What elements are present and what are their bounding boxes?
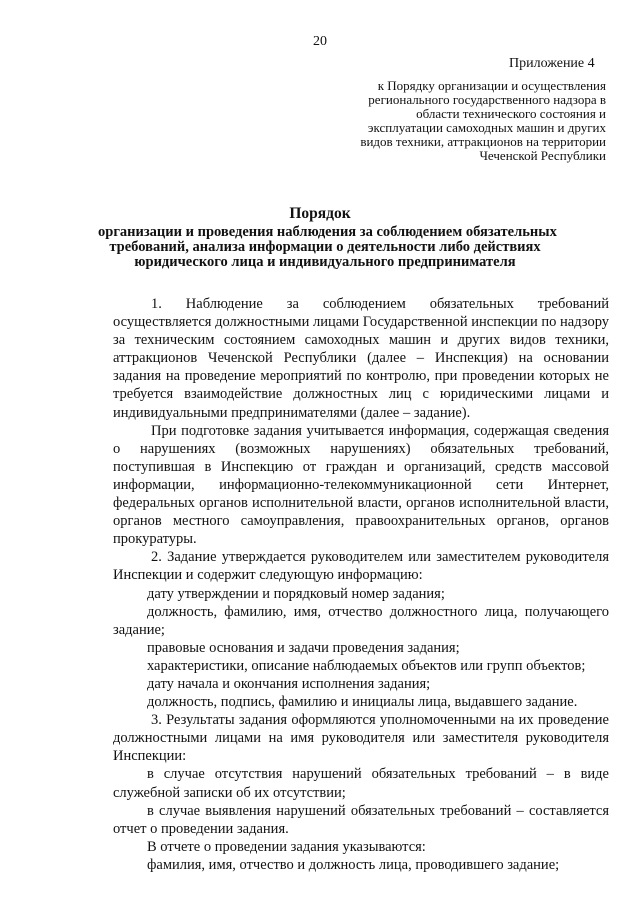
appendix-reference — [352, 79, 606, 163]
document-title: Порядок — [289, 205, 351, 222]
subtitle-line: организации и проведения наблюдения за соблюдением обязательных — [98, 224, 557, 240]
appendix-line: видов техники, аттракционов на территории — [360, 134, 606, 149]
paragraph: При подготовке задания учитывается информация, содержащая сведения о нарушениях (возможных нарушениях) обязательных требований, поступившая в Инспекцию от граждан и организаций, средств массовой информации, информационно-телекоммуникационной сети Интернет, федеральных органов исполнительной власти, органов исполнительной власти, органов местного самоуправления, правоохранительных органов, органов прокуратуры. — [113, 422, 609, 548]
list-item: в случае выявления нарушений обязательных требований – составляется отчет о проведении задания. — [113, 802, 609, 837]
list-item: характеристики, описание наблюдаемых объектов или групп объектов; — [147, 657, 586, 674]
list-item: фамилия, имя, отчество и должность лица, проводившего задание; — [147, 856, 560, 873]
document-body — [113, 295, 609, 874]
list-item: дату утверждении и порядковый номер задания; — [147, 585, 445, 602]
list-item: правовые основания и задачи проведения задания; — [147, 639, 460, 656]
document-subtitle — [98, 224, 557, 270]
appendix-line: эксплуатации самоходных машин и других — [367, 120, 606, 135]
paragraph: 3. Результаты задания оформляются уполномоченными на их проведение должностными лицами на имя руководителя или заместителя руководителя Инспекции: — [113, 712, 609, 765]
appendix-line: регионального государственного надзора в — [368, 92, 606, 107]
subtitle-line: юридического лица и индивидуального предпринимателя — [134, 254, 516, 270]
appendix-line: к Порядку организации и осуществления — [377, 78, 606, 93]
appendix-label: Приложение 4 — [509, 56, 595, 71]
appendix-line: Чеченской Республики — [479, 148, 606, 163]
subtitle-line: требований, анализа информации о деятельности либо действиях — [109, 239, 541, 255]
paragraph: 1. Наблюдение за соблюдением обязательных требований осуществляется должностными лицами Государственной инспекции по надзору за техническим состоянием самоходных машин и других видов техники, аттракционов Чеченской Республики (далее – Инспекция) на основании задания на проведение мероприятий по контролю, при проведении которых не требуется взаимодействие должностных лиц с юридическими лицами и индивидуальными предпринимателями (далее – задание). — [113, 296, 609, 421]
list-item: дату начала и окончания исполнения задания; — [147, 675, 431, 692]
page-number: 20 — [313, 34, 327, 49]
list-item: должность, подпись, фамилию и инициалы лица, выдавшего задание. — [147, 694, 578, 711]
appendix-line: области технического состояния и — [416, 106, 606, 121]
list-item: должность, фамилию, имя, отчество должностного лица, получающего задание; — [113, 603, 609, 638]
list-item: В отчете о проведении задания указываются: — [147, 838, 426, 855]
list-item: в случае отсутствия нарушений обязательных требований – в виде служебной записки об их отсутствии; — [113, 766, 609, 801]
paragraph: 2. Задание утверждается руководителем или заместителем руководителя Инспекции и содержит следующую информацию: — [113, 549, 609, 584]
